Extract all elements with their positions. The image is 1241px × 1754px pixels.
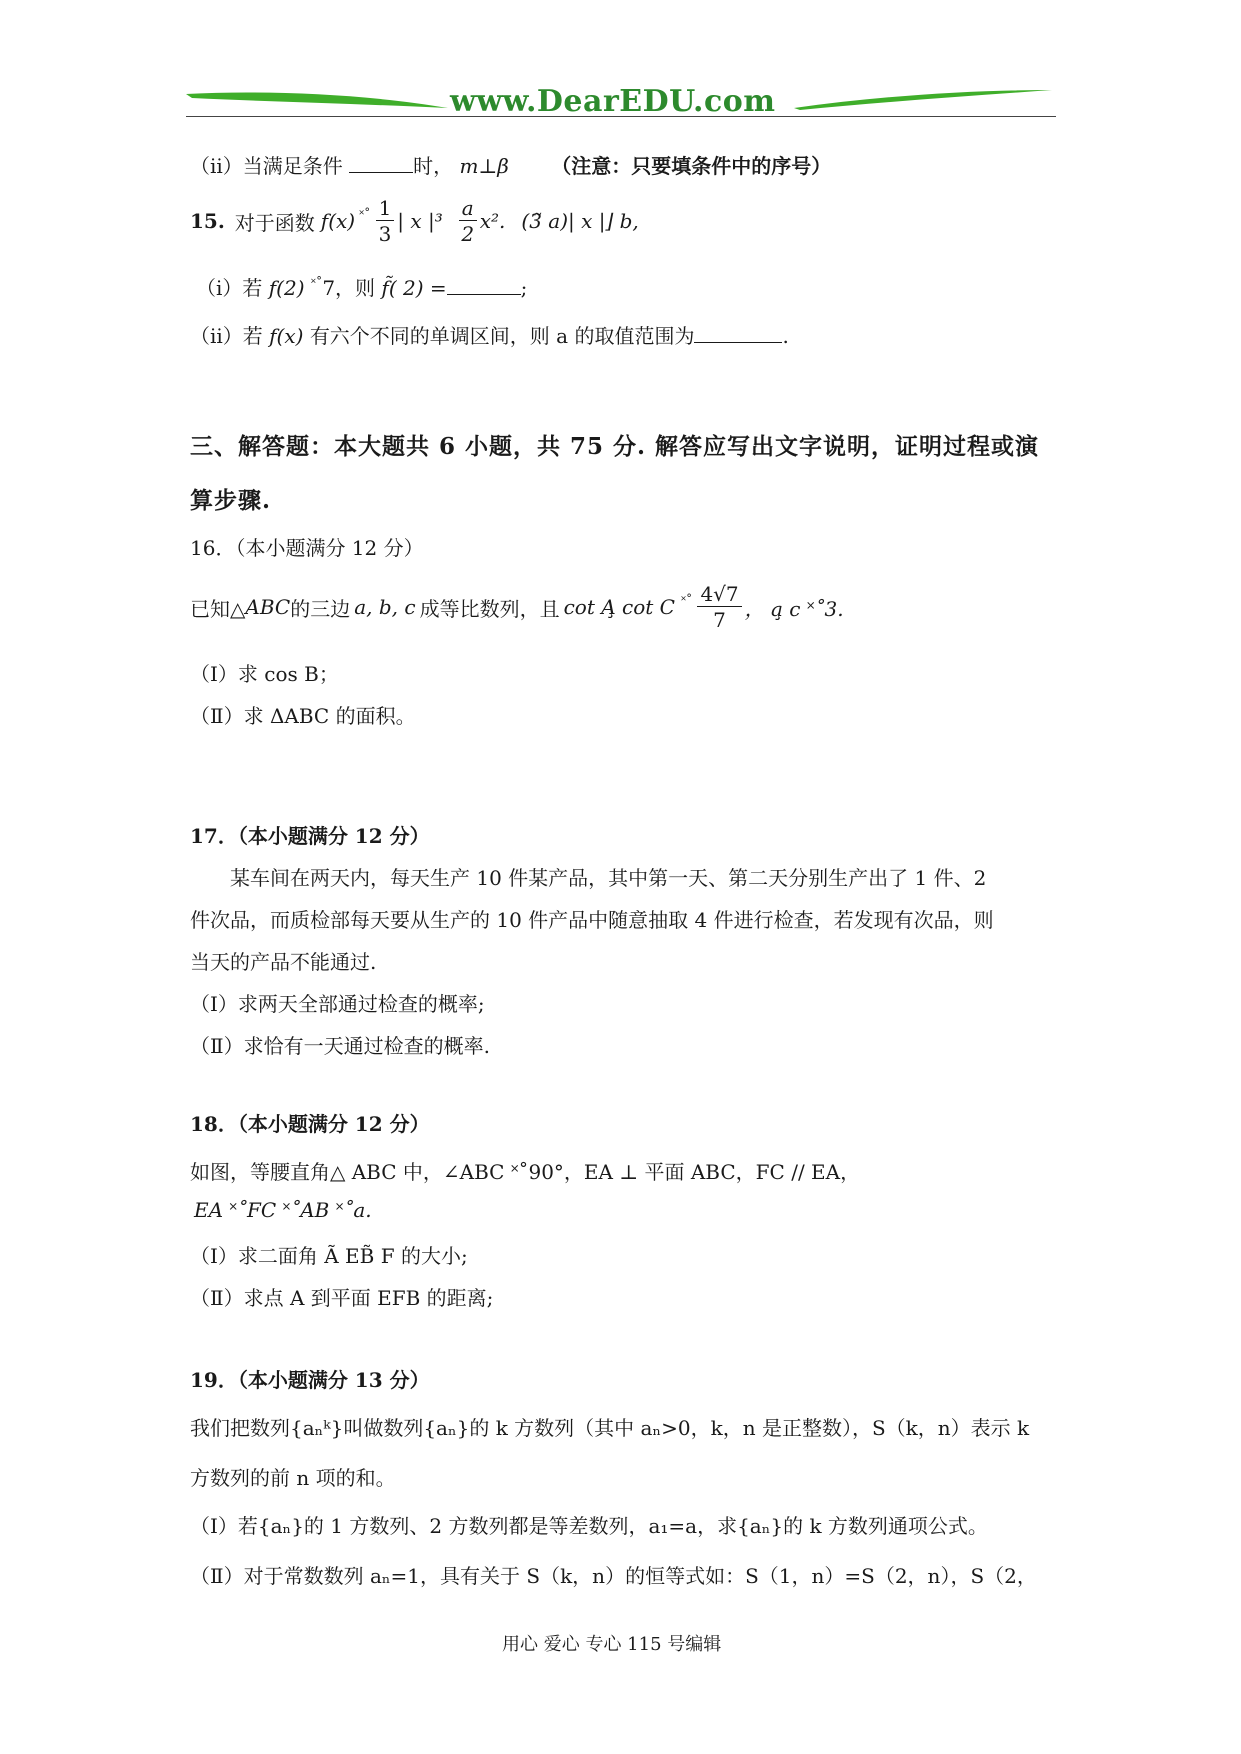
q16-stem-c: 成等比数列，且 xyxy=(419,596,560,621)
q15-frac1-num: 1 xyxy=(376,198,395,221)
q14-ii-prefix: （ii）当满足条件 xyxy=(190,154,343,178)
q15-i-label: （i）若 xyxy=(196,276,263,300)
q17-para-line-1: 某车间在两天内，每天生产 10 件某产品，其中第一天、第二天分别生产出了 1 件、2 xyxy=(230,866,987,890)
answer-blank xyxy=(447,294,521,295)
q16-tail: ， a̧ c ˟˚3. xyxy=(744,596,844,621)
q19-title: 19．（本小题满分 13 分） xyxy=(190,1368,430,1392)
q19-line-1: 我们把数列{aₙᵏ}叫做数列{aₙ}的 k 方数列（其中 aₙ>0，k，n 是正整数），S（k，n）表示 k xyxy=(190,1416,1030,1440)
q18-line-1: 如图，等腰直角△ ABC 中，∠ABC ˟˚90°，EA ⊥ 平面 ABC，FC // EA， xyxy=(190,1160,861,1184)
q17-title: 17．（本小题满分 12 分） xyxy=(190,824,430,848)
q15-stem xyxy=(190,198,639,244)
q19-line-2: 方数列的前 n 项的和。 xyxy=(190,1466,396,1490)
q18-part-2: （Ⅱ）求点 A 到平面 EFB 的距离; xyxy=(190,1286,494,1310)
q15-x2: x². xyxy=(479,209,506,233)
q15-fraction-1 xyxy=(376,198,395,244)
q15-part-ii xyxy=(190,320,789,349)
header-rule xyxy=(186,116,1056,117)
q14-ii-note: （注意：只要填条件中的序号） xyxy=(551,154,832,178)
q16-frac-den: 7 xyxy=(713,608,726,632)
q16-cot: cot A̧ cot C xyxy=(563,595,675,619)
q15-part-i xyxy=(196,272,527,301)
page-footer: 用心 爱心 专心 115 号编辑 xyxy=(502,1634,722,1655)
q17-para-line-2: 件次品，而质检部每天要从生产的 10 件产品中随意抽取 4 件进行检查，若发现有次品，则 xyxy=(190,908,994,932)
q16-title: 16．（本小题满分 12 分） xyxy=(190,536,424,560)
q15-ii-expr: f(x) xyxy=(269,324,304,348)
q16-part-1: （Ⅰ）求 cos B； xyxy=(190,662,339,686)
q17-part-1: （Ⅰ）求两天全部通过检查的概率; xyxy=(190,992,485,1016)
q18-title: 18．（本小题满分 12 分） xyxy=(190,1112,430,1136)
q16-stem xyxy=(190,584,844,630)
q15-frac2-num: a xyxy=(459,198,477,221)
answer-blank xyxy=(694,342,782,343)
garbled-eq-symbol: ˟˚ xyxy=(359,208,371,223)
q16-vars: a, b, c xyxy=(354,595,416,619)
q14-ii-expr: m⊥β xyxy=(459,154,509,178)
q19-part-1: （Ⅰ）若{aₙ}的 1 方数列、2 方数列都是等差数列，a₁=a，求{aₙ}的 k 方数列通项公式。 xyxy=(190,1514,988,1538)
q14-part-ii xyxy=(190,150,831,179)
q16-stem-a: 已知△ xyxy=(190,596,246,621)
section-3-heading-cont: 算步骤. xyxy=(190,487,272,514)
q15-frac1-den: 3 xyxy=(378,222,392,246)
section-3-heading: 三、解答题：本大题共 6 小题，共 75 分. 解答应写出文字说明，证明过程或演 xyxy=(190,433,1040,460)
garbled-eq-symbol: ˟˚ xyxy=(310,276,323,292)
q17-part-2: （Ⅱ）求恰有一天通过检查的概率. xyxy=(190,1034,490,1058)
q15-fraction-2 xyxy=(459,198,477,244)
q16-frac-num: 4√7 xyxy=(697,584,741,607)
q15-tail: (3̃ a)| x |⌋ b, xyxy=(521,209,639,233)
q15-stem-text: 对于函数 xyxy=(234,210,315,235)
q16-abc: ABC xyxy=(245,595,291,619)
q19-part-2: （Ⅱ）对于常数数列 aₙ=1，具有关于 S（k，n）的恒等式如：S（1，n）=S（2，n），S（2， xyxy=(190,1564,1037,1588)
q15-ii-text: 有六个不同的单调区间，则 a 的取值范围为 xyxy=(309,324,695,348)
q15-fx: f(x) xyxy=(320,209,356,233)
q17-para-line-3: 当天的产品不能通过. xyxy=(190,950,377,974)
site-logo-text: www.DearEDU.com xyxy=(450,84,776,119)
q15-i-expr1: f(2) xyxy=(268,276,305,300)
garbled-eq-symbol: ˟˚ xyxy=(680,594,693,609)
q16-part-2: （Ⅱ）求 ΔABC 的面积。 xyxy=(190,704,416,728)
q15-i-expr3: f̃( 2) = xyxy=(381,276,447,300)
q15-abs-x-cube: | x |³ xyxy=(397,209,443,233)
q15-i-expr2: 7，则 xyxy=(322,276,376,300)
q15-ii-end: . xyxy=(782,324,789,348)
q15-frac2-den: 2 xyxy=(461,222,475,246)
q14-ii-mid: 时， xyxy=(413,154,454,178)
header-swoosh-right xyxy=(790,86,1060,112)
q16-fraction xyxy=(697,584,741,630)
q16-stem-b: 的三边 xyxy=(290,596,351,621)
q15-ii-label: （ii）若 xyxy=(190,324,263,348)
header-swoosh-left xyxy=(186,88,456,114)
question-number: 15. xyxy=(190,209,225,233)
answer-blank xyxy=(349,172,413,173)
q18-part-1: （Ⅰ）求二面角 Ã EB̃ F 的大小; xyxy=(190,1244,468,1268)
q18-line-2: EA ˟˚FC ˟˚AB ˟˚a. xyxy=(194,1198,372,1222)
q15-i-end: ; xyxy=(520,276,528,300)
